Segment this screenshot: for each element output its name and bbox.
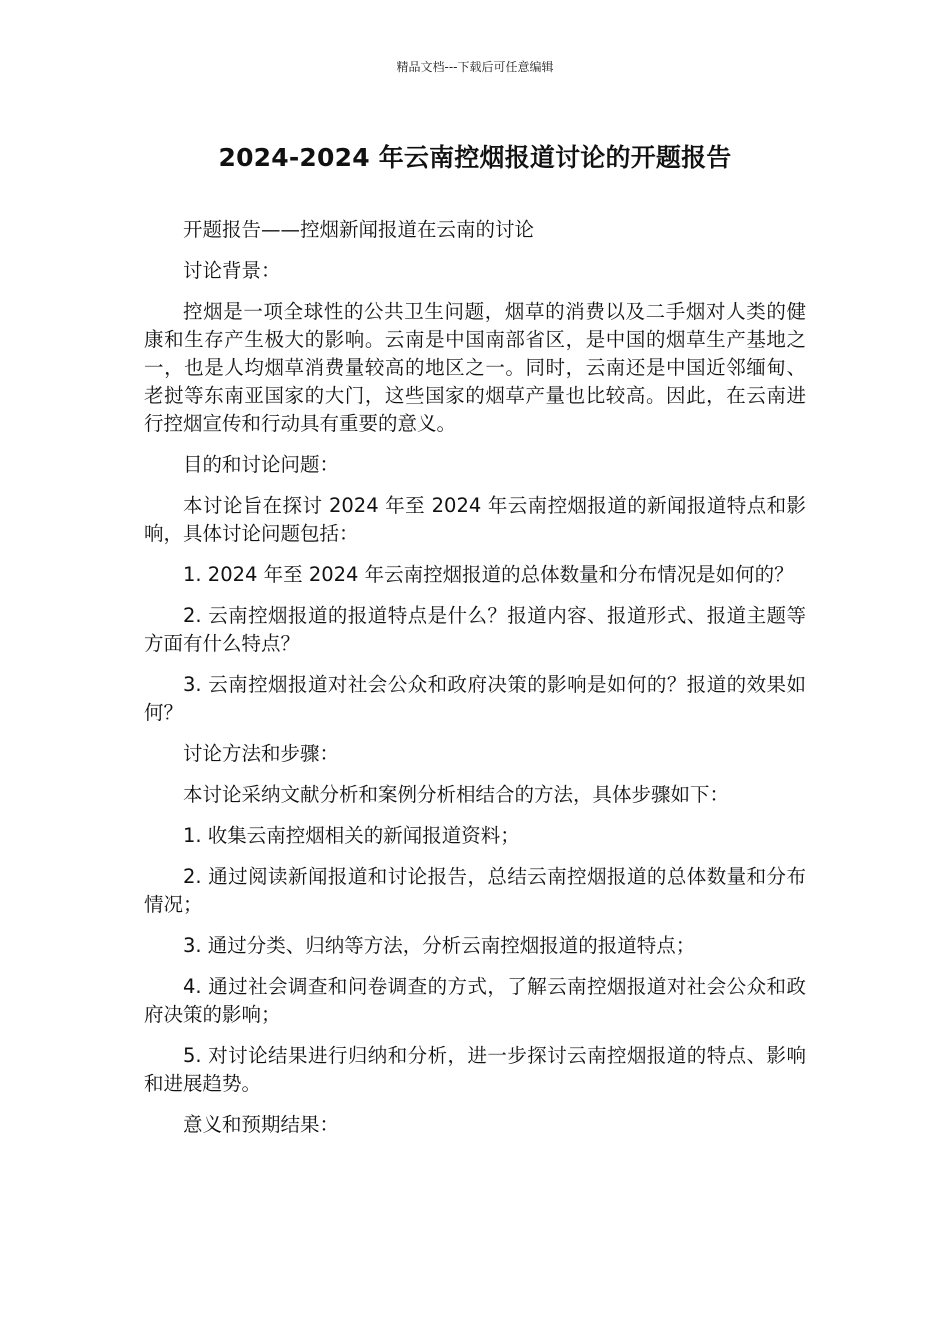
section-heading-purpose: 目的和讨论问题： (183, 453, 340, 476)
document-title: 2024-2024 年云南控烟报道讨论的开题报告 (218, 143, 732, 172)
list-item-step-3: 3. 通过分类、归纳等方法，分析云南控烟报道的报道特点； (183, 934, 696, 957)
paragraph-background: 控烟是一项全球性的公共卫生问题，烟草的消费以及二手烟对人类的健康和生存产生极大的影响。云南是中国南部省区，是中国的烟草生产基地之一，也是人均烟草消费量较高的地区之一。同时，云南还是中国近邻缅甸、老挝等东南亚国家的大门，这些国家的烟草产量也比较高。因此，在云南进行控烟宣传和行动具有重要的意义。 (144, 300, 806, 435)
list-item-step-5: 5. 对讨论结果进行归纳和分析，进一步探讨云南控烟报道的特点、影响和进展趋势。 (144, 1044, 806, 1095)
list-item-question-1: 1. 2024 年至 2024 年云南控烟报道的总体数量和分布情况是如何的？ (183, 563, 794, 586)
paragraph-purpose: 本讨论旨在探讨 2024 年至 2024 年云南控烟报道的新闻报道特点和影响，具体讨论问题包括： (144, 494, 806, 545)
list-item-step-4: 4. 通过社会调查和问卷调查的方式，了解云南控烟报道对社会公众和政府决策的影响； (144, 975, 806, 1026)
section-heading-significance: 意义和预期结果： (183, 1113, 340, 1136)
section-heading-methods: 讨论方法和步骤： (183, 742, 340, 765)
list-item-step-1: 1. 收集云南控烟相关的新闻报道资料； (183, 824, 520, 847)
list-item-question-3: 3. 云南控烟报道对社会公众和政府决策的影响是如何的？报道的效果如何？ (144, 673, 806, 724)
paragraph-subtitle: 开题报告——控烟新闻报道在云南的讨论 (183, 218, 535, 241)
list-item-step-2: 2. 通过阅读新闻报道和讨论报告，总结云南控烟报道的总体数量和分布情况； (144, 865, 806, 916)
list-item-question-2: 2. 云南控烟报道的报道特点是什么？报道内容、报道形式、报道主题等方面有什么特点？ (144, 604, 806, 655)
header-note: 精品文档---下载后可任意编辑 (396, 60, 554, 74)
document-body (144, 216, 806, 1152)
section-heading-background: 讨论背景： (183, 259, 281, 282)
paragraph-methods: 本讨论采纳文献分析和案例分析相结合的方法，具体步骤如下： (183, 783, 730, 806)
